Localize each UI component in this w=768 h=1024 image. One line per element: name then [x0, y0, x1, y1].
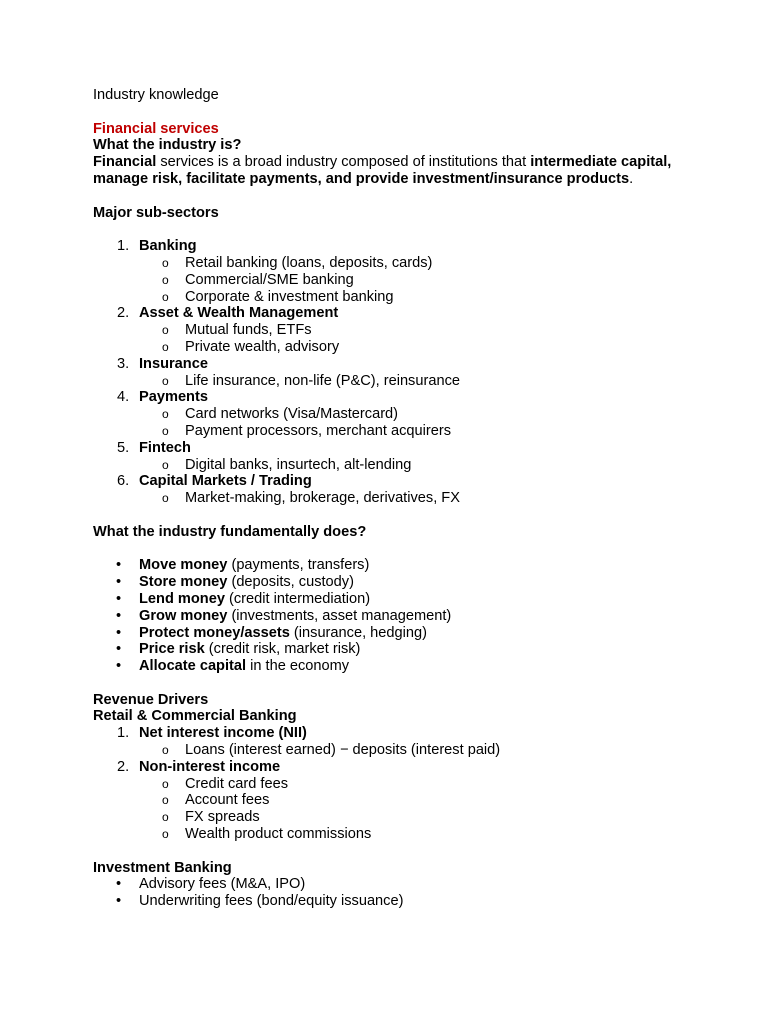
- bullet-item-text: (credit risk, market risk): [204, 641, 361, 658]
- list-number: 1.: [117, 725, 130, 742]
- numbered-item: [93, 759, 693, 776]
- sub-list-item: [93, 272, 693, 289]
- circle-bullet-icon: o: [162, 272, 169, 287]
- sub-list-item: [93, 322, 693, 339]
- bullet-item-text: (deposits, custody): [227, 574, 354, 591]
- bullet-item-bold: Allocate capital: [139, 658, 247, 675]
- circle-bullet-icon: o: [162, 289, 169, 304]
- numbered-item: [93, 725, 693, 742]
- list-number: 5.: [117, 439, 130, 456]
- bullet-item: [93, 608, 693, 625]
- bullet-item: [93, 658, 693, 675]
- intro-paragraph: Financial services is a broad industry composed of institutions that intermediate capital, manage risk, facilitate payments, and provide investment/insurance products.: [93, 154, 672, 187]
- sub-list-item: [93, 373, 693, 390]
- bullet-item: [93, 591, 693, 608]
- circle-bullet-icon: o: [162, 776, 169, 791]
- retail-heading: Retail & Commercial Banking: [93, 708, 297, 725]
- bullet-item-text: in the economy: [246, 658, 350, 675]
- numbered-item-title: Fintech: [139, 439, 191, 456]
- bullet-item-bold: Protect money/assets: [139, 624, 290, 641]
- sub-list-item: [93, 776, 693, 793]
- bullet-icon: •: [116, 893, 122, 910]
- sub-list-item-text: Market-making, brokerage, derivatives, FX: [185, 490, 460, 507]
- circle-bullet-icon: o: [162, 339, 169, 354]
- section-title: Financial services: [93, 120, 219, 137]
- sub-list-item: [93, 457, 693, 474]
- sub-list-item-text: Loans (interest earned) − deposits (interest paid): [185, 742, 501, 759]
- bullet-item-bold: Lend money: [139, 590, 225, 607]
- bullet-item-text: Advisory fees (M&A, IPO): [139, 876, 306, 893]
- list-number: 1.: [117, 238, 130, 255]
- sub-list-item: [93, 792, 693, 809]
- numbered-item-title: Asset & Wealth Management: [139, 305, 339, 322]
- circle-bullet-icon: o: [162, 323, 169, 338]
- bullet-icon: •: [116, 574, 122, 591]
- circle-bullet-icon: o: [162, 407, 169, 422]
- list-number: 6.: [117, 473, 130, 490]
- sub-list-item: [93, 809, 693, 826]
- numbered-item-title: Capital Markets / Trading: [139, 473, 312, 490]
- list-number: 2.: [117, 305, 130, 322]
- bullet-item: [93, 557, 693, 574]
- sub-list-item: [93, 406, 693, 423]
- circle-bullet-icon: o: [162, 793, 169, 808]
- numbered-item: [93, 238, 693, 255]
- sub-list-item-text: Private wealth, advisory: [185, 338, 340, 355]
- sub-list-item: [93, 255, 693, 272]
- circle-bullet-icon: o: [162, 743, 169, 758]
- sub-list-item: [93, 339, 693, 356]
- numbered-item-title: Insurance: [139, 355, 208, 372]
- bullet-item-text: (insurance, hedging): [289, 624, 427, 641]
- document-body: [93, 87, 693, 910]
- sub-list-item-text: Corporate & investment banking: [185, 288, 394, 305]
- circle-bullet-icon: o: [162, 423, 169, 438]
- bullet-icon: •: [116, 876, 122, 893]
- bullet-icon: •: [116, 590, 122, 607]
- sub-list-item-text: Payment processors, merchant acquirers: [185, 422, 452, 439]
- bullet-icon: •: [116, 624, 122, 641]
- bullet-item-text: (payments, transfers): [227, 557, 370, 574]
- list-number: 3.: [117, 355, 130, 372]
- bullet-item-bold: Price risk: [139, 641, 205, 658]
- numbered-item: [93, 305, 693, 322]
- numbered-item-title: Net interest income (NII): [139, 725, 307, 742]
- circle-bullet-icon: o: [162, 373, 169, 388]
- sub-list-item: [93, 289, 693, 306]
- sub-list-item-text: Life insurance, non-life (P&C), reinsurance: [185, 372, 460, 389]
- fundamentals-heading: What the industry fundamentally does?: [93, 523, 367, 540]
- revenue-heading: Revenue Drivers: [93, 691, 209, 708]
- bullet-item-text: (investments, asset management): [227, 607, 452, 624]
- sub-list-item-text: Mutual funds, ETFs: [185, 322, 312, 339]
- fundamentals-list: [93, 557, 693, 675]
- question-heading: What the industry is?: [93, 137, 242, 154]
- sub-list-item-text: Retail banking (loans, deposits, cards): [185, 254, 433, 271]
- list-number: 4.: [117, 389, 130, 406]
- sub-list-item: [93, 423, 693, 440]
- bullet-item: [93, 876, 693, 893]
- bullet-item-text: Underwriting fees (bond/equity issuance): [139, 893, 404, 910]
- bullet-item-bold: Move money: [139, 557, 228, 574]
- bullet-item: [93, 574, 693, 591]
- numbered-item-title: Payments: [139, 389, 208, 406]
- numbered-item-title: Non-interest income: [139, 758, 281, 775]
- bullet-item: [93, 625, 693, 642]
- bullet-item: [93, 893, 693, 910]
- sub-list-item-text: Account fees: [185, 792, 270, 809]
- bullet-icon: •: [116, 641, 122, 658]
- ib-list: [93, 876, 693, 910]
- circle-bullet-icon: o: [162, 457, 169, 472]
- sub-list-item-text: Commercial/SME banking: [185, 271, 354, 288]
- bullet-item-bold: Store money: [139, 574, 228, 591]
- circle-bullet-icon: o: [162, 255, 169, 270]
- bullet-icon: •: [116, 658, 122, 675]
- bullet-item-text: (credit intermediation): [224, 590, 371, 607]
- bullet-icon: •: [116, 557, 122, 574]
- numbered-item-title: Banking: [139, 238, 197, 255]
- document-heading: Industry knowledge: [93, 87, 219, 103]
- sub-list-item: [93, 490, 693, 507]
- retail-list: [93, 725, 693, 843]
- subsectors-list: [93, 238, 693, 507]
- sub-list-item-text: FX spreads: [185, 809, 260, 826]
- circle-bullet-icon: o: [162, 491, 169, 506]
- numbered-item: [93, 440, 693, 457]
- sub-list-item-text: Digital banks, insurtech, alt-lending: [185, 456, 412, 473]
- ib-heading: Investment Banking: [93, 859, 232, 876]
- circle-bullet-icon: o: [162, 810, 169, 825]
- bullet-item: [93, 641, 693, 658]
- numbered-item: [93, 356, 693, 373]
- sub-list-item: [93, 742, 693, 759]
- subsectors-heading: Major sub-sectors: [93, 204, 219, 221]
- sub-list-item-text: Credit card fees: [185, 775, 289, 792]
- bullet-icon: •: [116, 607, 122, 624]
- numbered-item: [93, 389, 693, 406]
- sub-list-item: [93, 826, 693, 843]
- sub-list-item-text: Wealth product commissions: [185, 826, 372, 843]
- circle-bullet-icon: o: [162, 827, 169, 842]
- bullet-item-bold: Grow money: [139, 607, 228, 624]
- sub-list-item-text: Card networks (Visa/Mastercard): [185, 406, 399, 423]
- list-number: 2.: [117, 758, 130, 775]
- numbered-item: [93, 473, 693, 490]
